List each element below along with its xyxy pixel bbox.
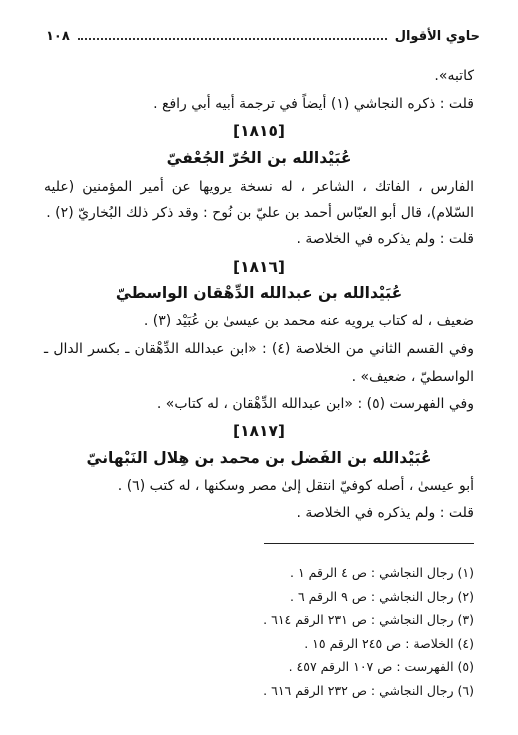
footnote: (١) رجال النجاشي : ص ٤ الرقم ١ . — [290, 565, 474, 580]
text-line: وفي الفهرست (٥) : «ابن عبدالله الدِّهْقان ، له كتاب» . — [156, 396, 474, 412]
page-number: ١٠٨ — [46, 28, 70, 44]
text-line: قلت : ذكره النجاشي (١) أيضاً في ترجمة أبيه أبي رافع . — [153, 96, 474, 112]
entry-number: [١٨١٧] — [232, 422, 286, 440]
footnote: (٤) الخلاصة : ص ٢٤٥ الرقم ١٥ . — [304, 636, 474, 651]
text-line: ضعيف ، له كتاب يرويه عنه محمد بن عيسىٰ بن عُبَيْد (٣) . — [143, 313, 474, 329]
text-line: كاتبه». — [434, 68, 474, 84]
text-line: قلت : ولم يذكره في الخلاصة . — [296, 231, 474, 247]
text-line: السّلام)، قال أبو العبّاس أحمد بن عليّ بن نُوح : وقد ذكر ذلك البُخاريّ (٢) . — [46, 205, 474, 221]
text-line: الفارس ، الفاتك ، الشاعر ، له نسخة يرويها عن أمير المؤمنين (عليه — [44, 179, 474, 195]
footnote-divider — [264, 543, 474, 544]
text-line: وفي القسم الثاني من الخلاصة (٤) : «ابن عبدالله الدِّهْقان ـ بكسر الدال ـ — [44, 341, 475, 357]
entry-number: [١٨١٦] — [232, 258, 286, 276]
text-line: أبو عيسىٰ ، أصله كوفيّ انتقل إلىٰ مصر وسكنها ، له كتب (٦) . — [117, 478, 474, 494]
text-line: قلت : ولم يذكره في الخلاصة . — [296, 505, 474, 521]
entry-number: [١٨١٥] — [232, 122, 286, 140]
entry-title: عُبَيْدالله بن الحُرّ الجُعْفيّ — [166, 149, 352, 167]
text-line: الواسطيّ ، ضعيف» . — [351, 369, 474, 385]
running-head-dots — [78, 38, 387, 40]
entry-title: عُبَيْدالله بن الفَضل بن محمد بن هِلال النَبْهانيّ — [86, 449, 432, 467]
running-head-title: حاوي الأقوال — [394, 28, 480, 44]
footnote: (٣) رجال النجاشي : ص ٢٣١ الرقم ٦١٤ . — [263, 612, 474, 627]
footnote: (٢) رجال النجاشي : ص ٩ الرقم ٦ . — [290, 589, 474, 604]
entry-title: عُبَيْدالله بن عبدالله الدِّهْقان الواسطيّ — [115, 284, 403, 302]
footnote: (٦) رجال النجاشي : ص ٢٣٢ الرقم ٦١٦ . — [263, 683, 474, 698]
footnote: (٥) الفهرست : ص ١٠٧ الرقم ٤٥٧ . — [288, 659, 474, 674]
running-head — [46, 26, 480, 46]
